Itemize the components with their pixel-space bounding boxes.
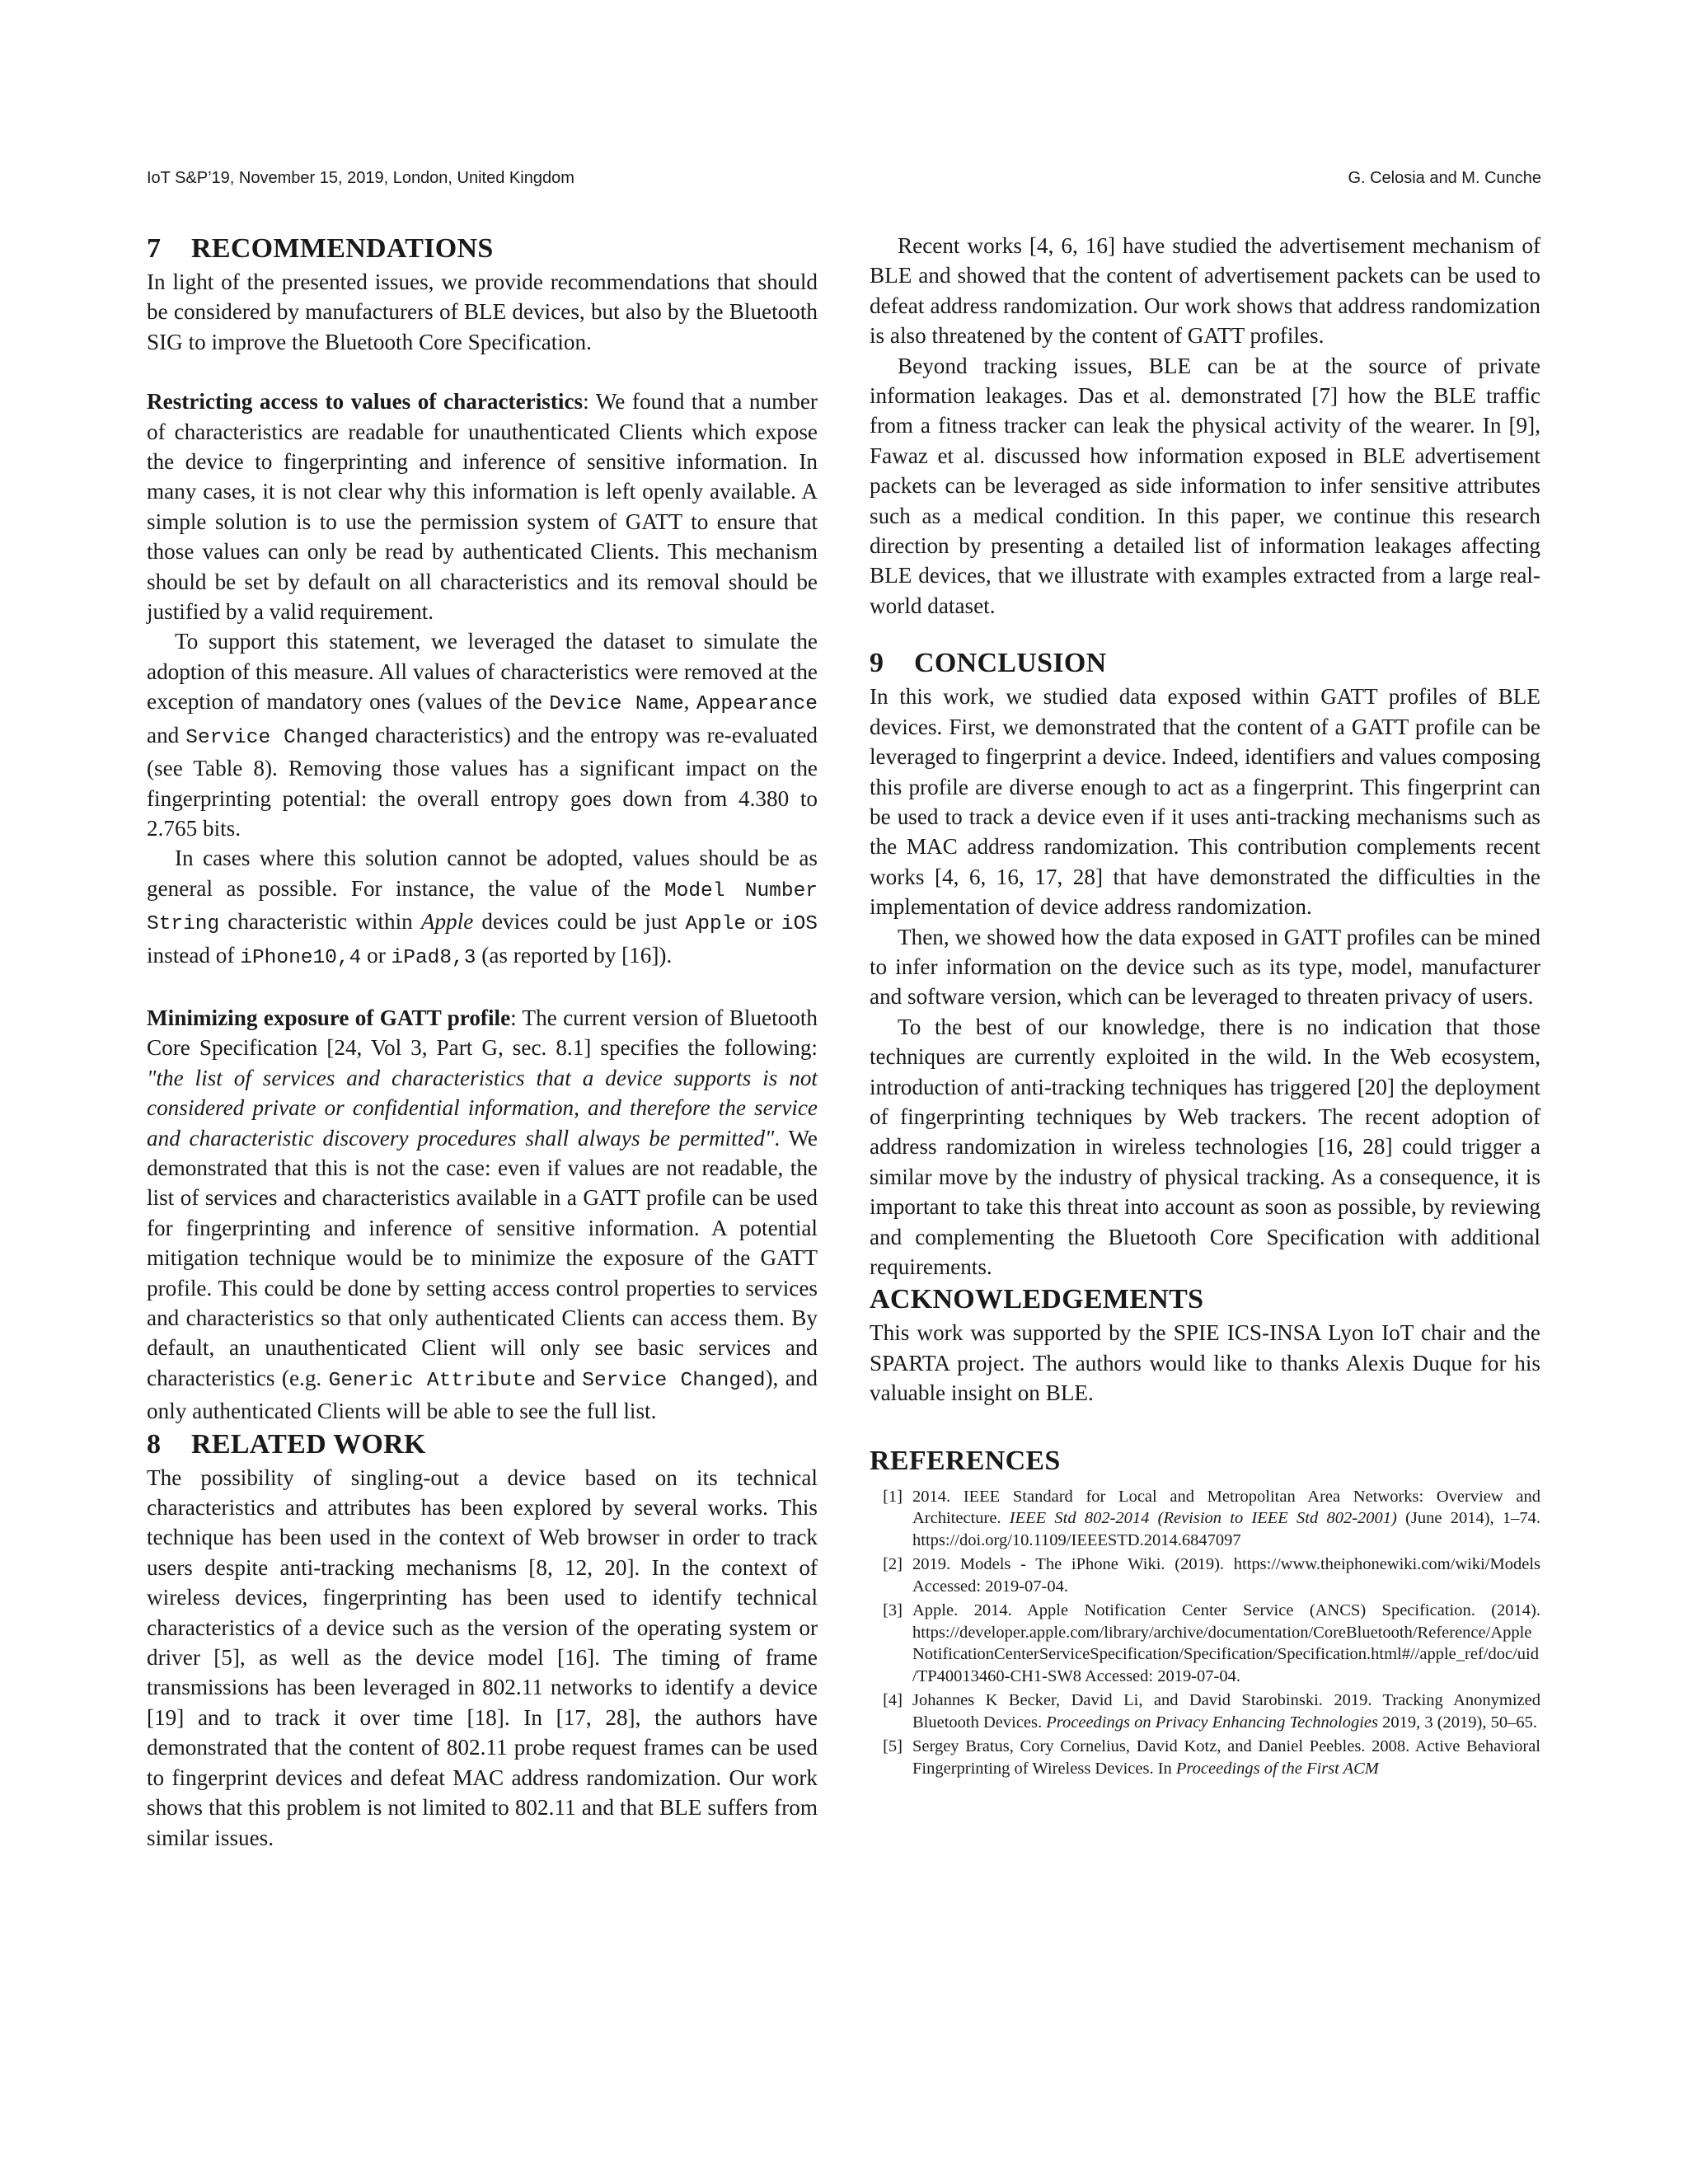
text-run: instead of bbox=[147, 942, 241, 968]
code-identifier: Apple bbox=[685, 913, 747, 936]
section-number: 9 bbox=[870, 648, 884, 679]
reference-item bbox=[870, 1690, 1540, 1733]
section-number: 7 bbox=[147, 233, 162, 264]
reference-text bbox=[912, 1600, 1540, 1687]
text-run: To support this statement, we leveraged the dataset to simulate the adoption of this measure. All values of characteristics were removed at the exception of mandatory ones (values of the bbox=[147, 629, 818, 715]
recommendations-general-values bbox=[147, 843, 818, 973]
acknowledgements-text: This work was supported by the SPIE ICS-INSA Lyon IoT chair and the SPARTA project. The authors would like to thanks Alexis Duque for his valuable insight on BLE. bbox=[870, 1320, 1540, 1406]
recommendations-restricting-access bbox=[147, 387, 818, 626]
reference-item bbox=[870, 1554, 1540, 1597]
reference-label: [4] bbox=[883, 1691, 903, 1710]
header-authors: G. Celosia and M. Cunche bbox=[1348, 169, 1541, 187]
text-run: : The current version of Bluetooth Core Specification [24, Vol 3, Part G, sec. 8.1] specifies the following: bbox=[147, 1005, 818, 1061]
related-work-paragraph: Beyond tracking issues, BLE can be at the source of private information leakages. Das et al. demonstrated [7] how the BLE traffic from a fitness tracker can leak the physical activity of the wearer. In [9], Fawaz et al. discussed how information exposed in BLE advertisement packets can be leveraged as side information to infer sensitive attributes such as a medical condition. In this paper, we continue this research direction by presenting a detailed list of information leakages affecting BLE devices, that we illustrate with examples extracted from a large real-world dataset. bbox=[870, 353, 1540, 618]
code-identifier: iPhone10,4 bbox=[240, 946, 362, 969]
conclusion-paragraph: To the best of our knowledge, there is no indication that those techniques are currently exploited in the wild. In the Web ecosystem, introduction of anti-tracking techniques has triggered [20] the deployment of fingerprinting techniques by Web trackers. The recent adoption of address randomization in wireless technologies [16, 28] could trigger a similar move by the industry of physical tracking. As a consequence, it is important to take this threat into account as soon as possible, by reviewing and complementing the Bluetooth Core Specification with additional requirements. bbox=[870, 1014, 1540, 1279]
conclusion-paragraph: Then, we showed how the data exposed in GATT profiles can be mined to infer information on the device such as its type, model, manufacturer and software version, which can be leveraged to threaten privacy of users. bbox=[870, 924, 1540, 1010]
emphasis-text: Apple bbox=[420, 909, 474, 935]
related-work-paragraph: The possibility of singling-out a device based on its technical characteristics and attributes has been explored by several works. This technique has been used in the context of Web browser in order to track users despite anti-tracking mechanisms [8, 12, 20]. In the context of wireless devices, fingerprinting has been used to identify technical characteristics of a device such as the version of the operating system or driver [5], as well as the device model [16]. The timing of frame transmissions has been leveraged in 802.11 networks to identify a device [19] and to track it over time [18]. In [17, 28], the authors have demonstrated that the content of 802.11 probe request frames can be used to fingerprint devices and defeat MAC address randomization. Our work shows that this problem is not limited to 802.11 and that BLE suffers from similar issues. bbox=[147, 1465, 818, 1850]
code-identifier: iPad8,3 bbox=[391, 946, 476, 969]
reference-list bbox=[870, 1486, 1540, 1780]
code-identifier: Model Number String bbox=[147, 879, 818, 936]
code-identifier: Generic Attribute bbox=[328, 1369, 537, 1392]
header-venue: IoT S&P’19, November 15, 2019, London, United Kingdom bbox=[147, 169, 574, 187]
section-heading-conclusion bbox=[870, 645, 1540, 682]
section-heading-recommendations bbox=[147, 231, 818, 267]
text-run: and bbox=[536, 1365, 583, 1390]
section-heading-references: REFERENCES bbox=[870, 1445, 1061, 1476]
text-run: Sergey Bratus, Cory Cornelius, David Kotz, and Daniel Peebles. 2008. Active Behavioral Fingerprinting of Wireless Devices. In bbox=[912, 1737, 1540, 1778]
section-title: CONCLUSION bbox=[914, 648, 1107, 679]
emphasis-text: Proceedings of the First ACM bbox=[1175, 1759, 1379, 1778]
right-column bbox=[870, 231, 1540, 1782]
text-run: 2019. Models - The iPhone Wiki. (2019). https://www.theiphonewiki.com/wiki/Models Accessed: 2019-07-04. bbox=[912, 1555, 1540, 1596]
emphasis-text: IEEE Std 802-2014 (Revision to IEEE Std 802-2001) bbox=[1009, 1509, 1397, 1528]
text-run: or bbox=[746, 909, 781, 935]
text-run: or bbox=[361, 942, 392, 968]
reference-label: [5] bbox=[883, 1737, 903, 1756]
reference-text bbox=[912, 1736, 1540, 1779]
text-run: 2014. IEEE Standard for Local and Metropolitan Area Networks: Overview and Architecture. bbox=[912, 1487, 1540, 1528]
emphasis-text: "the list of services and characteristics that a device supports is not considered private or confidential information, and therefore the service and characteristic discovery procedures shall always be permitted" bbox=[147, 1065, 818, 1151]
text-run: In cases where this solution cannot be adopted, values should be as general as possible. For instance, the value of the bbox=[147, 846, 818, 901]
paragraph-lead-in: Minimizing exposure of GATT profile bbox=[147, 1005, 511, 1030]
code-identifier: iOS bbox=[781, 913, 818, 936]
section-number: 8 bbox=[147, 1428, 162, 1460]
text-run: devices could be just bbox=[473, 909, 686, 935]
reference-text bbox=[912, 1486, 1540, 1552]
text-run: (as reported by [16]). bbox=[476, 942, 673, 968]
text-run: ), and only authenticated Clients will be able to see the full list. bbox=[147, 1365, 818, 1424]
code-identifier: Device Name bbox=[549, 693, 684, 716]
reference-label: [1] bbox=[883, 1487, 903, 1506]
text-run: . We demonstrated that this is not the case: even if values are not readable, the list of services and characteristics available in a GATT profile can be used for fingerprinting and inference of sensitive information. A potential mitigation technique would be to minimize the exposure of the GATT profile. This could be done by setting access control properties to services and characteristics so that only authenticated Clients can access them. By default, an unauthenticated Client will only see basic services and characteristics (e.g. bbox=[147, 1125, 818, 1390]
text-run: Johannes K Becker, David Li, and David Starobinski. 2019. Tracking Anonymized Bluetooth Devices. bbox=[912, 1691, 1540, 1732]
code-identifier: Service Changed bbox=[582, 1369, 766, 1392]
reference-label: [3] bbox=[883, 1601, 903, 1620]
section-title: RECOMMENDATIONS bbox=[191, 233, 494, 264]
reference-item bbox=[870, 1736, 1540, 1779]
reference-item bbox=[870, 1600, 1540, 1687]
text-run: , bbox=[683, 689, 696, 715]
text-run: characteristics) and the entropy was re-evaluated (see Table 8). Removing those values has a significant impact on the fingerprinting potential: the overall entropy goes down from 4.380 to 2.765 bits. bbox=[147, 722, 818, 841]
paragraph-lead-in: Restricting access to values of characteristics bbox=[147, 389, 584, 415]
emphasis-text: Proceedings on Privacy Enhancing Technologies bbox=[1046, 1713, 1378, 1732]
recommendations-minimizing-exposure bbox=[147, 1003, 818, 1427]
running-header bbox=[147, 169, 1541, 188]
reference-item bbox=[870, 1486, 1540, 1552]
text-run: Apple. 2014. Apple Notification Center Service (ANCS) Specification. (2014). https://developer.apple.com/library/archive/documentation/CoreBluetooth/Reference/AppleNotificationCenterServiceSpecification/Specification/Specification.html#//apple_ref/doc/uid/TP40013460-CH1-SW8 Accessed: 2019-07-04. bbox=[912, 1601, 1540, 1685]
related-work-paragraph: Recent works [4, 6, 16] have studied the advertisement mechanism of BLE and showed that the content of advertisement packets can be used to defeat address randomization. Our work shows that address randomization is also threatened by the content of GATT profiles. bbox=[870, 233, 1540, 349]
recommendations-dataset-simulation bbox=[147, 626, 818, 843]
reference-text bbox=[912, 1554, 1540, 1597]
text-run: and bbox=[147, 722, 186, 748]
recommendations-intro: In light of the presented issues, we provide recommendations that should be considered by manufacturers of BLE devices, but also by the Bluetooth SIG to improve the Bluetooth Core Specification. bbox=[147, 269, 818, 354]
code-identifier: Appearance bbox=[696, 693, 818, 716]
reference-label: [2] bbox=[883, 1555, 903, 1574]
text-run: 2019, 3 (2019), 50–65. bbox=[1377, 1713, 1537, 1732]
reference-text bbox=[912, 1690, 1540, 1733]
text-run: : We found that a number of characteristics are readable for unauthenticated Clients which expose the device to fingerprinting and inference of sensitive information. In many cases, it is not clear why this information is left openly available. A simple solution is to use the permission system of GATT to ensure that those values can only be read by authenticated Clients. This mechanism should be set by default on all characteristics and its removal should be justified by a valid requirement. bbox=[147, 389, 818, 625]
section-heading-related-work bbox=[147, 1427, 818, 1463]
conclusion-paragraph: In this work, we studied data exposed within GATT profiles of BLE devices. First, we demonstrated that the content of a GATT profile can be leveraged to fingerprint a device. Indeed, identifiers and values composing this profile are diverse enough to act as a fingerprint. This fingerprint can be used to track a device even if it uses anti-tracking mechanisms such as the MAC address randomization. This contribution complements recent works [4, 6, 16, 17, 28] that have demonstrated the difficulties in the implementation of device address randomization. bbox=[870, 684, 1540, 920]
section-title: RELATED WORK bbox=[191, 1428, 426, 1460]
code-identifier: Service Changed bbox=[185, 726, 369, 749]
left-column bbox=[147, 231, 818, 1853]
text-run: characteristic within bbox=[219, 909, 421, 935]
section-heading-acknowledgements: ACKNOWLEDGEMENTS bbox=[870, 1284, 1204, 1315]
text-run: (June 2014), 1–74. https://doi.org/10.1109/IEEESTD.2014.6847097 bbox=[912, 1509, 1540, 1549]
